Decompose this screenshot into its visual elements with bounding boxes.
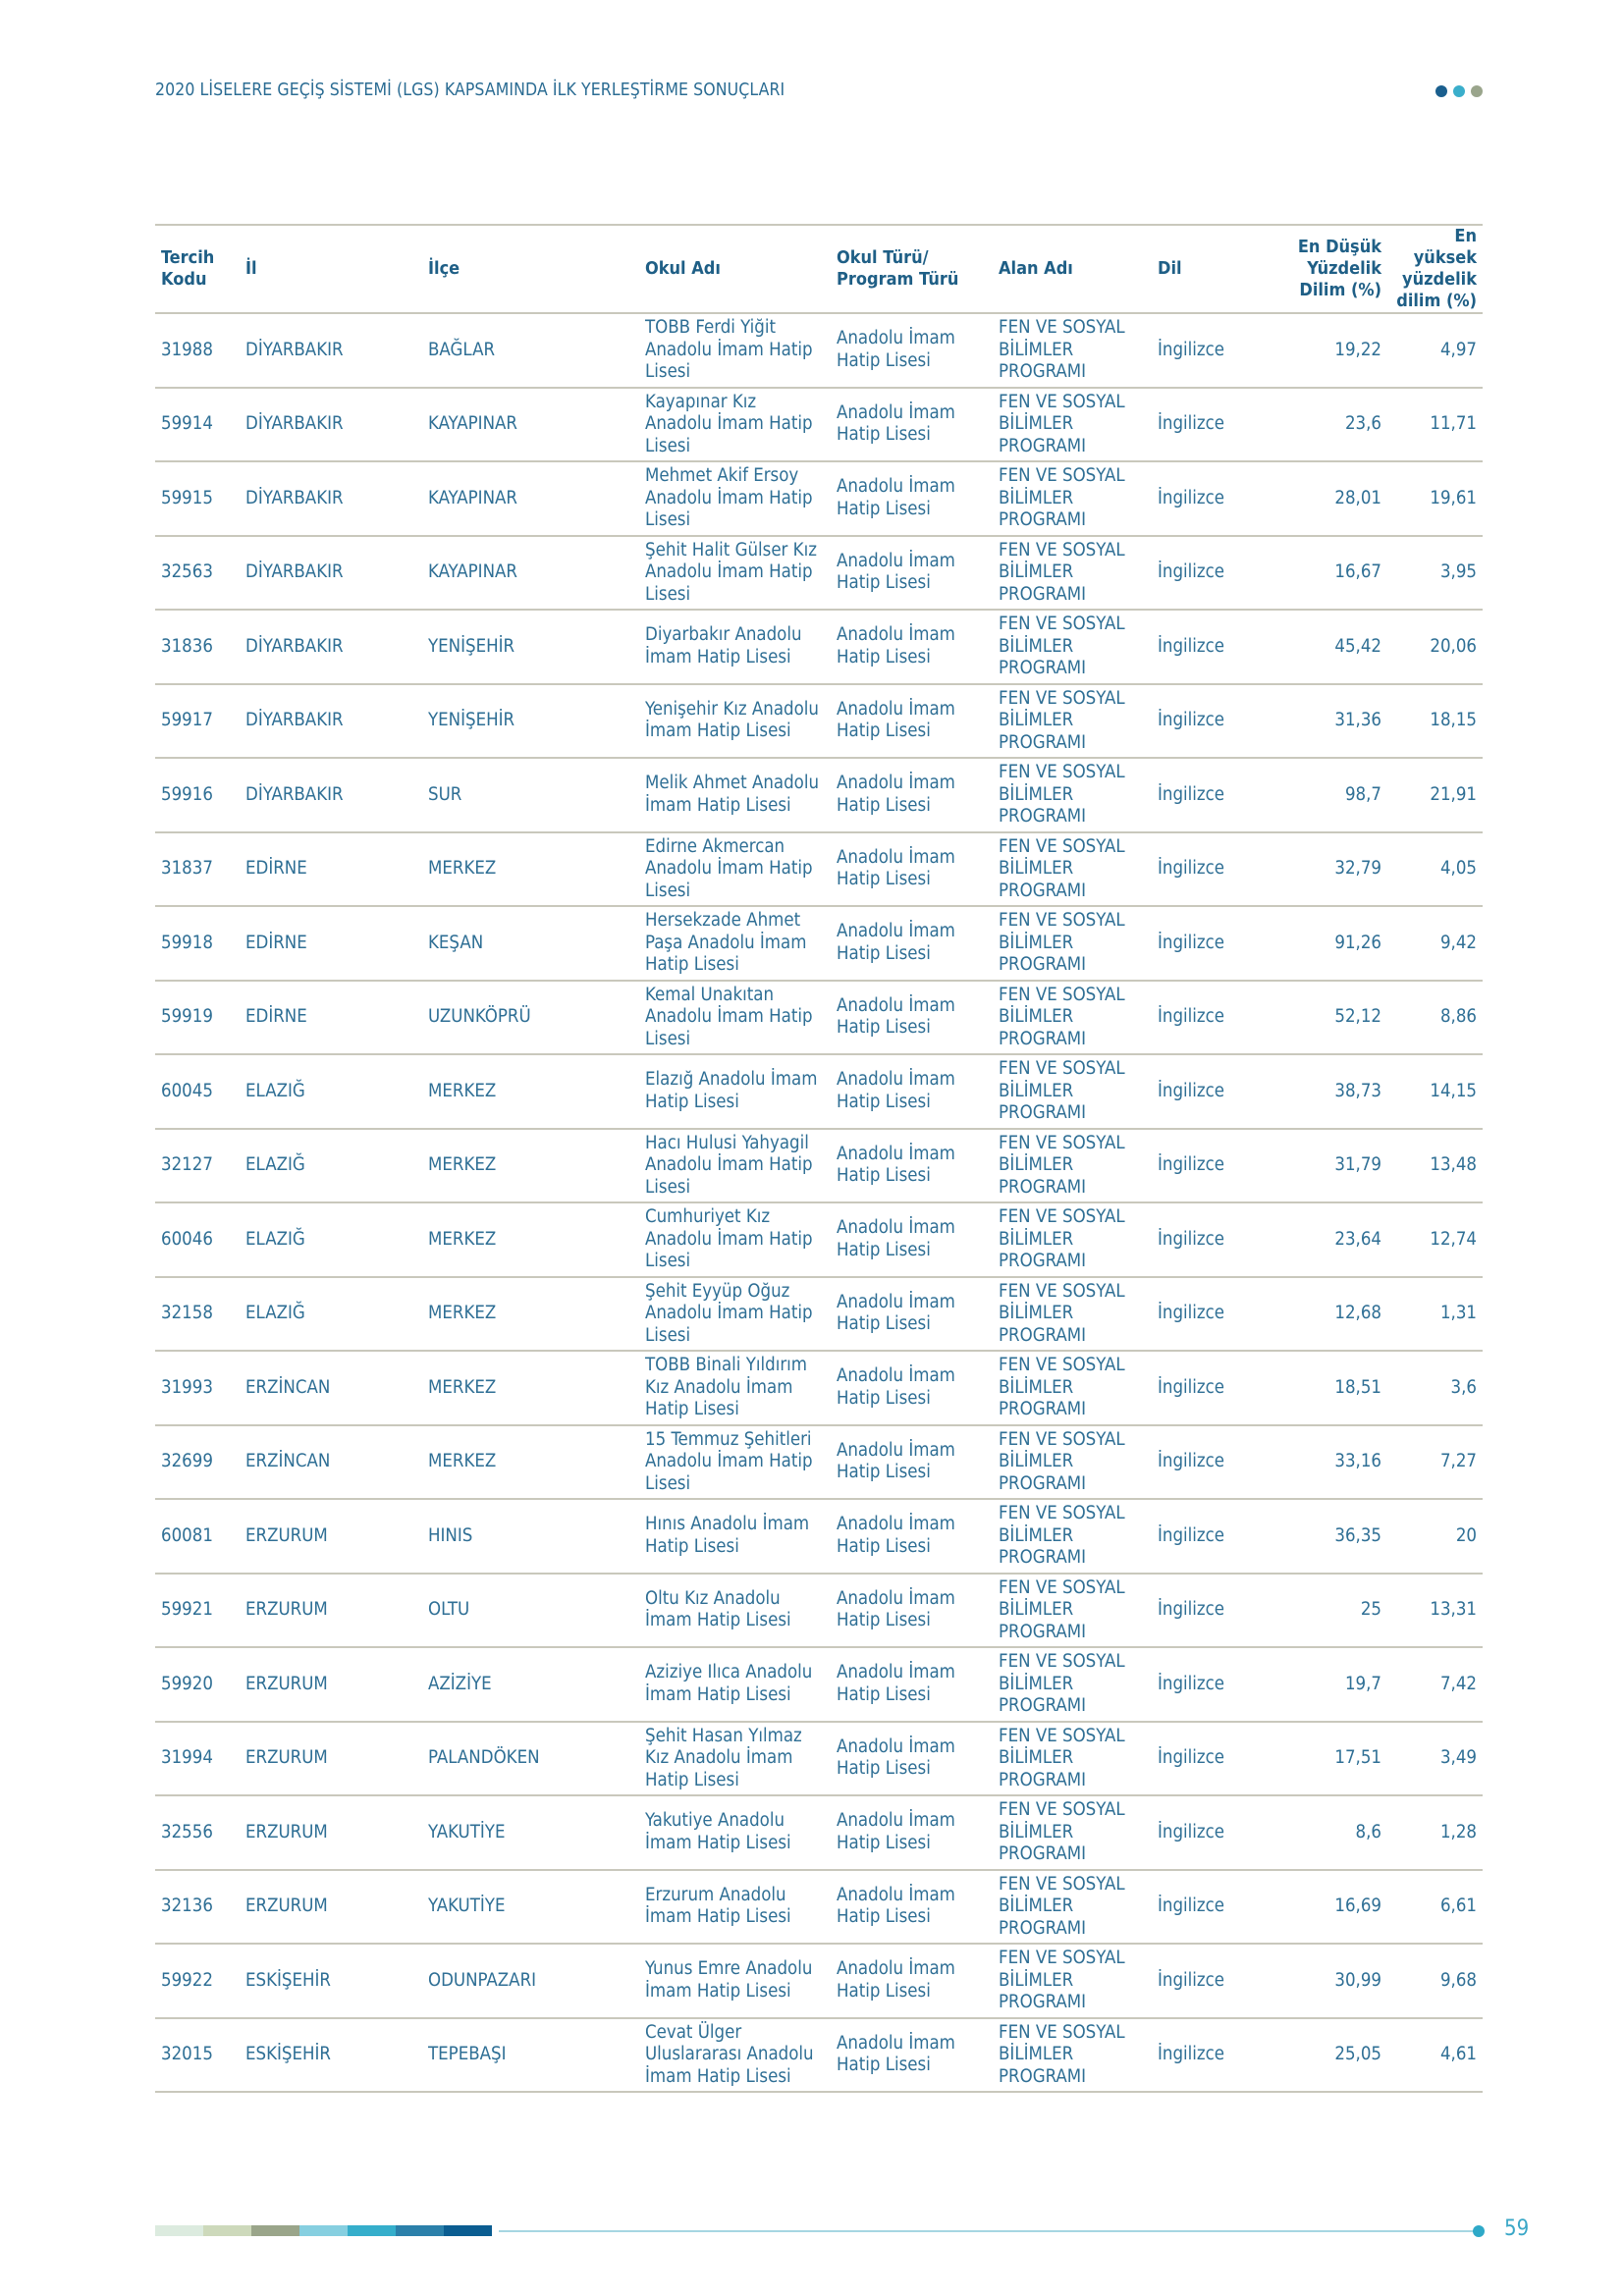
cell-ilce: MERKEZ	[422, 832, 639, 907]
cell-okul-adi: Erzurum Anadolu İmam Hatip Lisesi	[639, 1870, 831, 1945]
cell-okul-adi: Şehit Hasan Yılmaz Kız Anadolu İmam Hatip Lisesi	[639, 1722, 831, 1796]
footer-color-bar	[155, 2225, 492, 2236]
table-row	[155, 1574, 1483, 1648]
cell-dil: İngilizce	[1152, 1499, 1277, 1574]
cell-il: EDİRNE	[240, 906, 422, 981]
cell-en-dusuk: 31,79	[1277, 1129, 1387, 1203]
cell-dil: İngilizce	[1152, 388, 1277, 462]
cell-okul-turu: Anadolu İmam Hatip Lisesi	[831, 313, 993, 388]
cell-tercih-kodu: 32158	[155, 1277, 240, 1352]
table-row	[155, 1425, 1483, 1500]
cell-okul-turu: Anadolu İmam Hatip Lisesi	[831, 981, 993, 1055]
cell-tercih-kodu: 59917	[155, 684, 240, 759]
cell-okul-turu: Anadolu İmam Hatip Lisesi	[831, 461, 993, 536]
cell-tercih-kodu: 31993	[155, 1351, 240, 1425]
cell-alan-adi: FEN VE SOSYAL BİLİMLER PROGRAMI	[993, 1870, 1152, 1945]
cell-en-yuksek: 1,28	[1387, 1795, 1483, 1870]
footer-color-segment	[348, 2225, 396, 2236]
cell-alan-adi: FEN VE SOSYAL BİLİMLER PROGRAMI	[993, 1795, 1152, 1870]
cell-dil: İngilizce	[1152, 1351, 1277, 1425]
cell-okul-turu: Anadolu İmam Hatip Lisesi	[831, 684, 993, 759]
cell-il: DİYARBAKIR	[240, 313, 422, 388]
cell-il: DİYARBAKIR	[240, 461, 422, 536]
cell-en-dusuk: 36,35	[1277, 1499, 1387, 1574]
table-body	[155, 313, 1483, 2092]
cell-dil: İngilizce	[1152, 1054, 1277, 1129]
cell-alan-adi: FEN VE SOSYAL BİLİMLER PROGRAMI	[993, 2018, 1152, 2093]
cell-dil: İngilizce	[1152, 684, 1277, 759]
cell-dil: İngilizce	[1152, 1647, 1277, 1722]
cell-en-yuksek: 4,61	[1387, 2018, 1483, 2093]
cell-ilce: MERKEZ	[422, 1202, 639, 1277]
cell-okul-adi: Mehmet Akif Ersoy Anadolu İmam Hatip Lisesi	[639, 461, 831, 536]
cell-tercih-kodu: 59916	[155, 758, 240, 832]
cell-okul-turu: Anadolu İmam Hatip Lisesi	[831, 1425, 993, 1500]
cell-il: DİYARBAKIR	[240, 610, 422, 684]
cell-en-dusuk: 19,22	[1277, 313, 1387, 388]
cell-alan-adi: FEN VE SOSYAL BİLİMLER PROGRAMI	[993, 1944, 1152, 2018]
cell-en-yuksek: 3,49	[1387, 1722, 1483, 1796]
cell-ilce: MERKEZ	[422, 1129, 639, 1203]
cell-en-yuksek: 4,97	[1387, 313, 1483, 388]
cell-ilce: ODUNPAZARI	[422, 1944, 639, 2018]
cell-tercih-kodu: 31994	[155, 1722, 240, 1796]
page-header-title: 2020 LİSELERE GEÇİŞ SİSTEMİ (LGS) KAPSAMINDA İLK YERLEŞTİRME SONUÇLARI	[155, 80, 785, 100]
table-row	[155, 1129, 1483, 1203]
column-header-dil: Dil	[1152, 225, 1277, 313]
column-header-en-dusuk: En Düşük Yüzdelik Dilim (%)	[1277, 225, 1387, 313]
placement-results-table	[155, 224, 1483, 2093]
cell-okul-turu: Anadolu İmam Hatip Lisesi	[831, 1647, 993, 1722]
cell-ilce: HINIS	[422, 1499, 639, 1574]
cell-okul-adi: Hersekzade Ahmet Paşa Anadolu İmam Hatip Lisesi	[639, 906, 831, 981]
cell-en-dusuk: 19,7	[1277, 1647, 1387, 1722]
cell-en-yuksek: 13,48	[1387, 1129, 1483, 1203]
table-row	[155, 313, 1483, 388]
cell-alan-adi: FEN VE SOSYAL BİLİMLER PROGRAMI	[993, 610, 1152, 684]
cell-il: ERZURUM	[240, 1499, 422, 1574]
table-row	[155, 684, 1483, 759]
column-header-ilce: İlçe	[422, 225, 639, 313]
table-row	[155, 1202, 1483, 1277]
cell-alan-adi: FEN VE SOSYAL BİLİMLER PROGRAMI	[993, 1722, 1152, 1796]
column-header-en-yuksek: En yüksek yüzdelik dilim (%)	[1387, 225, 1483, 313]
cell-dil: İngilizce	[1152, 1870, 1277, 1945]
cell-ilce: KAYAPINAR	[422, 536, 639, 611]
cell-en-yuksek: 19,61	[1387, 461, 1483, 536]
cell-tercih-kodu: 59920	[155, 1647, 240, 1722]
cell-okul-adi: Aziziye Ilıca Anadolu İmam Hatip Lisesi	[639, 1647, 831, 1722]
cell-ilce: SUR	[422, 758, 639, 832]
cell-okul-turu: Anadolu İmam Hatip Lisesi	[831, 1870, 993, 1945]
cell-alan-adi: FEN VE SOSYAL BİLİMLER PROGRAMI	[993, 1277, 1152, 1352]
cell-dil: İngilizce	[1152, 1202, 1277, 1277]
cell-okul-turu: Anadolu İmam Hatip Lisesi	[831, 1944, 993, 2018]
column-header-il: İl	[240, 225, 422, 313]
cell-il: DİYARBAKIR	[240, 758, 422, 832]
cell-okul-turu: Anadolu İmam Hatip Lisesi	[831, 1351, 993, 1425]
cell-en-yuksek: 18,15	[1387, 684, 1483, 759]
table-row	[155, 388, 1483, 462]
cell-okul-turu: Anadolu İmam Hatip Lisesi	[831, 832, 993, 907]
cell-ilce: KEŞAN	[422, 906, 639, 981]
cell-il: EDİRNE	[240, 981, 422, 1055]
cell-tercih-kodu: 32699	[155, 1425, 240, 1500]
cell-ilce: MERKEZ	[422, 1425, 639, 1500]
cell-okul-turu: Anadolu İmam Hatip Lisesi	[831, 1574, 993, 1648]
footer-color-segment	[444, 2225, 492, 2236]
cell-dil: İngilizce	[1152, 461, 1277, 536]
cell-il: ESKİŞEHİR	[240, 2018, 422, 2093]
cell-en-dusuk: 38,73	[1277, 1054, 1387, 1129]
cell-en-dusuk: 91,26	[1277, 906, 1387, 981]
cell-il: EDİRNE	[240, 832, 422, 907]
cell-ilce: YENİŞEHİR	[422, 610, 639, 684]
cell-okul-turu: Anadolu İmam Hatip Lisesi	[831, 906, 993, 981]
cell-alan-adi: FEN VE SOSYAL BİLİMLER PROGRAMI	[993, 536, 1152, 611]
cell-en-dusuk: 25,05	[1277, 2018, 1387, 2093]
cell-okul-turu: Anadolu İmam Hatip Lisesi	[831, 1722, 993, 1796]
cell-okul-turu: Anadolu İmam Hatip Lisesi	[831, 1795, 993, 1870]
cell-il: ERZURUM	[240, 1722, 422, 1796]
footer-color-segment	[155, 2225, 203, 2236]
cell-tercih-kodu: 60046	[155, 1202, 240, 1277]
cell-okul-turu: Anadolu İmam Hatip Lisesi	[831, 2018, 993, 2093]
cell-okul-adi: Elazığ Anadolu İmam Hatip Lisesi	[639, 1054, 831, 1129]
cell-ilce: YAKUTİYE	[422, 1795, 639, 1870]
cell-il: ERZURUM	[240, 1647, 422, 1722]
column-header-alan-adi: Alan Adı	[993, 225, 1152, 313]
cell-en-yuksek: 9,42	[1387, 906, 1483, 981]
cell-en-dusuk: 16,67	[1277, 536, 1387, 611]
cell-okul-adi: Yakutiye Anadolu İmam Hatip Lisesi	[639, 1795, 831, 1870]
cell-dil: İngilizce	[1152, 758, 1277, 832]
cell-alan-adi: FEN VE SOSYAL BİLİMLER PROGRAMI	[993, 981, 1152, 1055]
cell-en-dusuk: 16,69	[1277, 1870, 1387, 1945]
footer-color-segment	[251, 2225, 299, 2236]
cell-okul-adi: Oltu Kız Anadolu İmam Hatip Lisesi	[639, 1574, 831, 1648]
cell-en-yuksek: 7,27	[1387, 1425, 1483, 1500]
cell-ilce: OLTU	[422, 1574, 639, 1648]
cell-dil: İngilizce	[1152, 313, 1277, 388]
footer-color-segment	[396, 2225, 444, 2236]
cell-alan-adi: FEN VE SOSYAL BİLİMLER PROGRAMI	[993, 906, 1152, 981]
cell-il: ERZURUM	[240, 1574, 422, 1648]
cell-en-yuksek: 21,91	[1387, 758, 1483, 832]
cell-ilce: UZUNKÖPRÜ	[422, 981, 639, 1055]
header-dot-icon	[1471, 85, 1483, 97]
cell-okul-adi: Diyarbakır Anadolu İmam Hatip Lisesi	[639, 610, 831, 684]
table-header-row	[155, 225, 1483, 313]
cell-alan-adi: FEN VE SOSYAL BİLİMLER PROGRAMI	[993, 758, 1152, 832]
cell-okul-turu: Anadolu İmam Hatip Lisesi	[831, 1202, 993, 1277]
cell-en-yuksek: 9,68	[1387, 1944, 1483, 2018]
cell-dil: İngilizce	[1152, 2018, 1277, 2093]
cell-en-yuksek: 14,15	[1387, 1054, 1483, 1129]
cell-okul-adi: TOBB Binali Yıldırım Kız Anadolu İmam Hatip Lisesi	[639, 1351, 831, 1425]
header-dot-icon	[1435, 85, 1447, 97]
cell-en-dusuk: 25	[1277, 1574, 1387, 1648]
cell-en-dusuk: 23,64	[1277, 1202, 1387, 1277]
cell-okul-adi: Cevat Ülger Uluslararası Anadolu İmam Hatip Lisesi	[639, 2018, 831, 2093]
cell-okul-turu: Anadolu İmam Hatip Lisesi	[831, 536, 993, 611]
footer-color-segment	[203, 2225, 251, 2236]
table-row	[155, 2018, 1483, 2093]
cell-en-dusuk: 8,6	[1277, 1795, 1387, 1870]
table-row	[155, 1499, 1483, 1574]
cell-tercih-kodu: 59921	[155, 1574, 240, 1648]
cell-en-dusuk: 33,16	[1277, 1425, 1387, 1500]
cell-tercih-kodu: 32015	[155, 2018, 240, 2093]
table-row	[155, 981, 1483, 1055]
cell-okul-turu: Anadolu İmam Hatip Lisesi	[831, 758, 993, 832]
table-row	[155, 758, 1483, 832]
cell-okul-adi: Hacı Hulusi Yahyagil Anadolu İmam Hatip Lisesi	[639, 1129, 831, 1203]
table-row	[155, 461, 1483, 536]
cell-okul-adi: Melik Ahmet Anadolu İmam Hatip Lisesi	[639, 758, 831, 832]
cell-ilce: BAĞLAR	[422, 313, 639, 388]
cell-en-yuksek: 11,71	[1387, 388, 1483, 462]
cell-dil: İngilizce	[1152, 610, 1277, 684]
table-row	[155, 1351, 1483, 1425]
cell-ilce: YAKUTİYE	[422, 1870, 639, 1945]
cell-en-dusuk: 28,01	[1277, 461, 1387, 536]
cell-tercih-kodu: 60081	[155, 1499, 240, 1574]
cell-alan-adi: FEN VE SOSYAL BİLİMLER PROGRAMI	[993, 1647, 1152, 1722]
cell-en-dusuk: 18,51	[1277, 1351, 1387, 1425]
cell-alan-adi: FEN VE SOSYAL BİLİMLER PROGRAMI	[993, 313, 1152, 388]
column-header-okul-adi: Okul Adı	[639, 225, 831, 313]
cell-tercih-kodu: 59922	[155, 1944, 240, 2018]
cell-il: ERZİNCAN	[240, 1351, 422, 1425]
cell-en-yuksek: 3,6	[1387, 1351, 1483, 1425]
cell-tercih-kodu: 32563	[155, 536, 240, 611]
cell-alan-adi: FEN VE SOSYAL BİLİMLER PROGRAMI	[993, 684, 1152, 759]
cell-ilce: PALANDÖKEN	[422, 1722, 639, 1796]
cell-il: ELAZIĞ	[240, 1277, 422, 1352]
cell-en-dusuk: 45,42	[1277, 610, 1387, 684]
page-number: 59	[1504, 2216, 1530, 2241]
cell-en-dusuk: 17,51	[1277, 1722, 1387, 1796]
table-row	[155, 1277, 1483, 1352]
cell-tercih-kodu: 31836	[155, 610, 240, 684]
header-dots	[1435, 85, 1483, 97]
cell-en-dusuk: 23,6	[1277, 388, 1387, 462]
cell-en-dusuk: 52,12	[1277, 981, 1387, 1055]
cell-ilce: TEPEBAŞI	[422, 2018, 639, 2093]
cell-en-yuksek: 20	[1387, 1499, 1483, 1574]
cell-alan-adi: FEN VE SOSYAL BİLİMLER PROGRAMI	[993, 1129, 1152, 1203]
cell-il: ERZURUM	[240, 1795, 422, 1870]
cell-dil: İngilizce	[1152, 1574, 1277, 1648]
cell-tercih-kodu: 59919	[155, 981, 240, 1055]
cell-tercih-kodu: 59915	[155, 461, 240, 536]
table-row	[155, 1054, 1483, 1129]
cell-en-dusuk: 12,68	[1277, 1277, 1387, 1352]
column-header-tercih-kodu: Tercih Kodu	[155, 225, 240, 313]
table-row	[155, 610, 1483, 684]
cell-tercih-kodu: 59918	[155, 906, 240, 981]
cell-il: ERZURUM	[240, 1870, 422, 1945]
cell-alan-adi: FEN VE SOSYAL BİLİMLER PROGRAMI	[993, 1499, 1152, 1574]
cell-il: DİYARBAKIR	[240, 388, 422, 462]
cell-okul-turu: Anadolu İmam Hatip Lisesi	[831, 610, 993, 684]
cell-en-yuksek: 7,42	[1387, 1647, 1483, 1722]
cell-alan-adi: FEN VE SOSYAL BİLİMLER PROGRAMI	[993, 461, 1152, 536]
cell-alan-adi: FEN VE SOSYAL BİLİMLER PROGRAMI	[993, 1425, 1152, 1500]
cell-dil: İngilizce	[1152, 981, 1277, 1055]
cell-okul-adi: Yunus Emre Anadolu İmam Hatip Lisesi	[639, 1944, 831, 2018]
cell-en-yuksek: 4,05	[1387, 832, 1483, 907]
cell-ilce: MERKEZ	[422, 1054, 639, 1129]
cell-ilce: KAYAPINAR	[422, 388, 639, 462]
cell-il: ERZİNCAN	[240, 1425, 422, 1500]
table-row	[155, 832, 1483, 907]
cell-alan-adi: FEN VE SOSYAL BİLİMLER PROGRAMI	[993, 1574, 1152, 1648]
cell-ilce: AZİZİYE	[422, 1647, 639, 1722]
cell-il: DİYARBAKIR	[240, 684, 422, 759]
cell-en-yuksek: 13,31	[1387, 1574, 1483, 1648]
cell-okul-adi: Kayapınar Kız Anadolu İmam Hatip Lisesi	[639, 388, 831, 462]
cell-ilce: YENİŞEHİR	[422, 684, 639, 759]
cell-okul-adi: 15 Temmuz Şehitleri Anadolu İmam Hatip Lisesi	[639, 1425, 831, 1500]
cell-ilce: KAYAPINAR	[422, 461, 639, 536]
table-row	[155, 906, 1483, 981]
cell-en-yuksek: 20,06	[1387, 610, 1483, 684]
cell-il: ELAZIĞ	[240, 1202, 422, 1277]
cell-okul-turu: Anadolu İmam Hatip Lisesi	[831, 1499, 993, 1574]
cell-il: DİYARBAKIR	[240, 536, 422, 611]
cell-dil: İngilizce	[1152, 1425, 1277, 1500]
cell-okul-adi: Şehit Halit Gülser Kız Anadolu İmam Hatip Lisesi	[639, 536, 831, 611]
cell-en-dusuk: 32,79	[1277, 832, 1387, 907]
cell-alan-adi: FEN VE SOSYAL BİLİMLER PROGRAMI	[993, 832, 1152, 907]
cell-il: ELAZIĞ	[240, 1129, 422, 1203]
cell-dil: İngilizce	[1152, 832, 1277, 907]
table-row	[155, 1795, 1483, 1870]
cell-dil: İngilizce	[1152, 1129, 1277, 1203]
cell-dil: İngilizce	[1152, 1722, 1277, 1796]
cell-okul-adi: Hınıs Anadolu İmam Hatip Lisesi	[639, 1499, 831, 1574]
cell-okul-adi: TOBB Ferdi Yiğit Anadolu İmam Hatip Lisesi	[639, 313, 831, 388]
cell-tercih-kodu: 32136	[155, 1870, 240, 1945]
cell-il: ESKİŞEHİR	[240, 1944, 422, 2018]
cell-alan-adi: FEN VE SOSYAL BİLİMLER PROGRAMI	[993, 1202, 1152, 1277]
cell-dil: İngilizce	[1152, 906, 1277, 981]
cell-dil: İngilizce	[1152, 1277, 1277, 1352]
footer-color-segment	[299, 2225, 348, 2236]
cell-tercih-kodu: 32127	[155, 1129, 240, 1203]
cell-en-yuksek: 8,86	[1387, 981, 1483, 1055]
cell-okul-turu: Anadolu İmam Hatip Lisesi	[831, 1277, 993, 1352]
cell-alan-adi: FEN VE SOSYAL BİLİMLER PROGRAMI	[993, 1054, 1152, 1129]
table-row	[155, 1722, 1483, 1796]
cell-okul-turu: Anadolu İmam Hatip Lisesi	[831, 388, 993, 462]
cell-en-yuksek: 3,95	[1387, 536, 1483, 611]
cell-okul-adi: Edirne Akmercan Anadolu İmam Hatip Lisesi	[639, 832, 831, 907]
header-dot-icon	[1453, 85, 1465, 97]
cell-il: ELAZIĞ	[240, 1054, 422, 1129]
table-row	[155, 536, 1483, 611]
cell-alan-adi: FEN VE SOSYAL BİLİMLER PROGRAMI	[993, 1351, 1152, 1425]
cell-dil: İngilizce	[1152, 1944, 1277, 2018]
cell-dil: İngilizce	[1152, 1795, 1277, 1870]
cell-ilce: MERKEZ	[422, 1277, 639, 1352]
cell-en-dusuk: 31,36	[1277, 684, 1387, 759]
table-row	[155, 1647, 1483, 1722]
cell-tercih-kodu: 60045	[155, 1054, 240, 1129]
cell-tercih-kodu: 31837	[155, 832, 240, 907]
cell-tercih-kodu: 59914	[155, 388, 240, 462]
cell-dil: İngilizce	[1152, 536, 1277, 611]
cell-en-dusuk: 98,7	[1277, 758, 1387, 832]
cell-en-yuksek: 6,61	[1387, 1870, 1483, 1945]
cell-okul-adi: Şehit Eyyüp Oğuz Anadolu İmam Hatip Lisesi	[639, 1277, 831, 1352]
column-header-okul-turu: Okul Türü/ Program Türü	[831, 225, 993, 313]
cell-en-dusuk: 30,99	[1277, 1944, 1387, 2018]
cell-en-yuksek: 1,31	[1387, 1277, 1483, 1352]
cell-alan-adi: FEN VE SOSYAL BİLİMLER PROGRAMI	[993, 388, 1152, 462]
cell-okul-turu: Anadolu İmam Hatip Lisesi	[831, 1129, 993, 1203]
cell-okul-adi: Kemal Unakıtan Anadolu İmam Hatip Lisesi	[639, 981, 831, 1055]
footer-dot-icon	[1473, 2225, 1485, 2237]
cell-tercih-kodu: 32556	[155, 1795, 240, 1870]
cell-en-yuksek: 12,74	[1387, 1202, 1483, 1277]
cell-okul-adi: Cumhuriyet Kız Anadolu İmam Hatip Lisesi	[639, 1202, 831, 1277]
table-row	[155, 1944, 1483, 2018]
cell-okul-adi: Yenişehir Kız Anadolu İmam Hatip Lisesi	[639, 684, 831, 759]
cell-tercih-kodu: 31988	[155, 313, 240, 388]
cell-ilce: MERKEZ	[422, 1351, 639, 1425]
table-row	[155, 1870, 1483, 1945]
cell-okul-turu: Anadolu İmam Hatip Lisesi	[831, 1054, 993, 1129]
footer-line	[499, 2230, 1475, 2232]
